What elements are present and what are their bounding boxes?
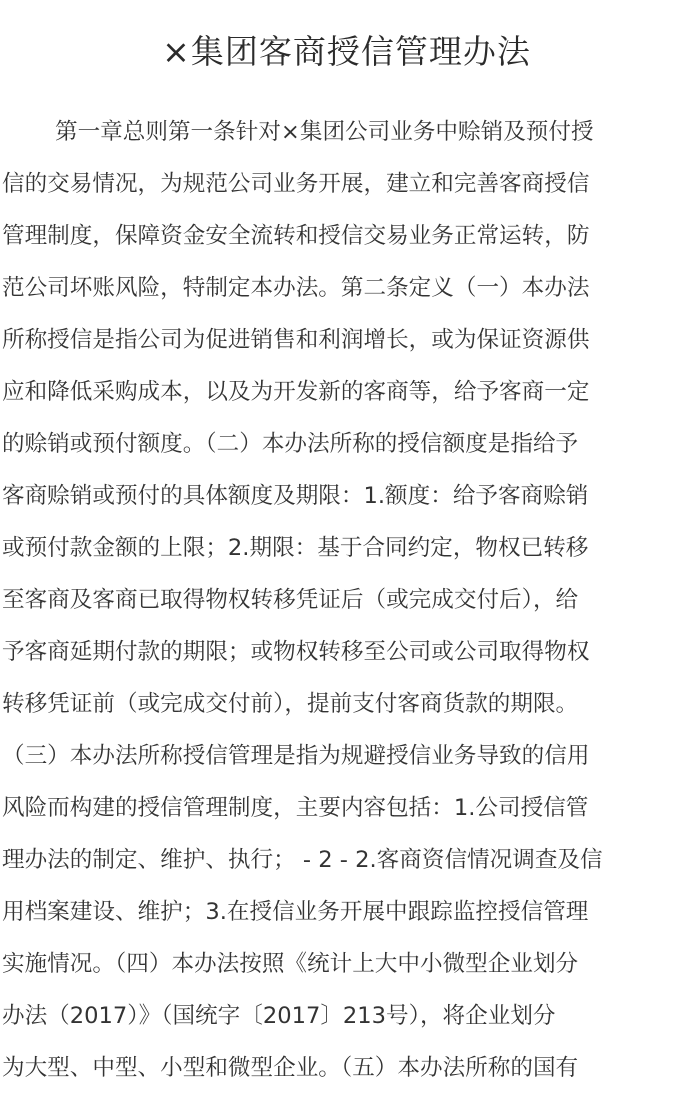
- body-line: 客商赊销或预付的具体额度及期限：1.额度：给予客商赊销: [2, 483, 589, 509]
- body-line: 第一章总则第一条针对×集团公司业务中赊销及预付授: [55, 119, 594, 145]
- body-line: 风险而构建的授信管理制度，主要内容包括：1.公司授信管: [2, 795, 589, 821]
- body-line: 范公司坏账风险，特制定本办法。第二条定义（一）本办法: [2, 275, 590, 301]
- body-line: 应和降低采购成本，以及为开发新的客商等，给予客商一定: [2, 379, 590, 405]
- body-line: 理办法的制定、维护、执行； - 2 - 2.客商资信情况调查及信: [2, 847, 603, 873]
- body-line: 用档案建设、维护；3.在授信业务开展中跟踪监控授信管理: [2, 899, 589, 925]
- body-line: 至客商及客商已取得物权转移凭证后（或完成交付后），给: [2, 587, 579, 613]
- body-line: 实施情况。（四）本办法按照《统计上大中小微型企业划分: [2, 951, 579, 977]
- document-title: ×集团客商授信管理办法: [162, 32, 531, 71]
- body-line: 予客商延期付款的期限；或物权转移至公司或公司取得物权: [2, 639, 590, 665]
- body-line: （三）本办法所称授信管理是指为规避授信业务导致的信用: [2, 743, 590, 769]
- body-line: 办法（2017）》（国统字〔2017〕213号），将企业划分: [2, 1003, 556, 1029]
- body-line: 为大型、中型、小型和微型企业。（五）本办法所称的国有: [2, 1055, 579, 1081]
- body-line: 或预付款金额的上限；2.期限：基于合同约定，物权已转移: [2, 535, 589, 561]
- body-line: 所称授信是指公司为促进销售和利润增长，或为保证资源供: [2, 327, 590, 353]
- body-line: 转移凭证前（或完成交付前），提前支付客商货款的期限。: [2, 691, 579, 717]
- body-line: 的赊销或预付额度。（二）本办法所称的授信额度是指给予: [2, 431, 579, 457]
- body-line: 信的交易情况，为规范公司业务开展，建立和完善客商授信: [2, 171, 590, 197]
- body-line: 管理制度，保障资金安全流转和授信交易业务正常运转，防: [2, 223, 590, 249]
- document-body: [2, 106, 692, 1094]
